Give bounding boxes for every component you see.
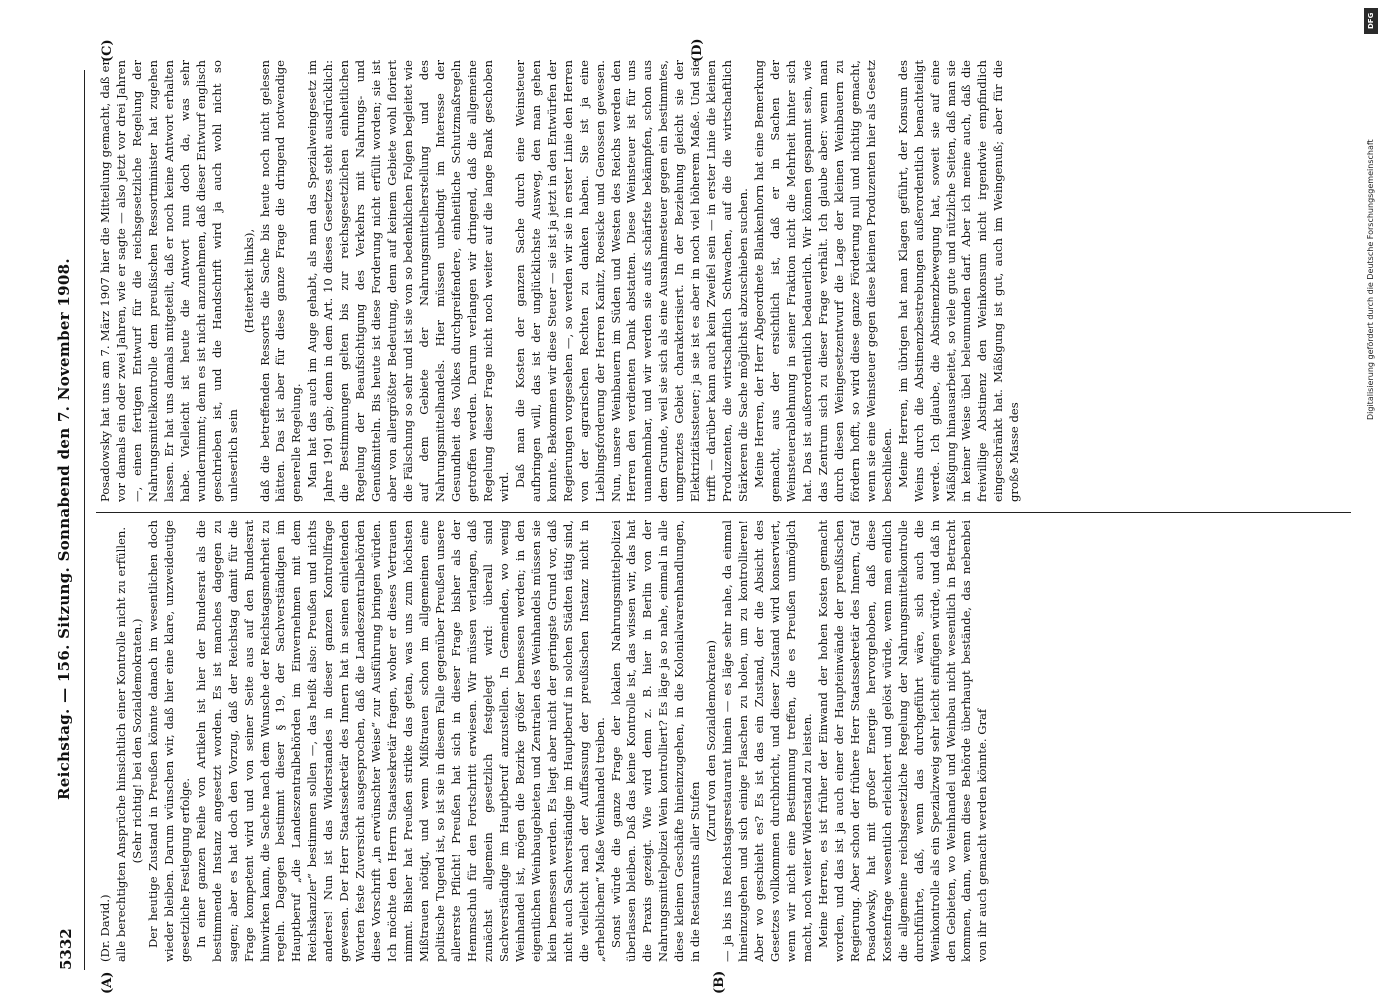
interjection: (Sehr richtig! bei den Sozialdemokraten.) — [129, 618, 144, 864]
page-number: 5332 — [57, 928, 75, 970]
paragraph: Der heutige Zustand in Preußen könnte danach im wesentlichen doch wieder bleiben. Darum wünschen wir, daß hier eine klare, unzweideutige gesetzliche Festlegung erfolge. — [145, 520, 192, 962]
paragraph: — ja bis ins Reichstagsrestaurant hinein — es läge sehr nahe, da einmal hineinzugehen und sich einige Flaschen zu holen, um zu kontrollieren! Aber wo geschieht es? Es ist das ein Zustand, der die Absicht des Gesetzes vollkommen durchbricht, und dieser Zustand wird konserviert, wenn wir nicht eine Bestimmung treffen, die es Preußen unmöglich macht, noch weiter Widerstand zu leisten. — [720, 520, 814, 962]
digitization-credit: Digitalisierung gefördert durch die Deutsche Forschungsgemeinschaft — [1366, 139, 1375, 420]
page-header — [55, 70, 81, 970]
right-column — [98, 60, 1356, 502]
interjection: (Heiterkeit links), — [241, 228, 256, 334]
paragraph: Man hat das auch im Auge gehabt, als man das Spezialweingesetz im Jahre 1901 gab; denn in dem Art. 10 dieses Gesetzes steht ausdrücklich: die Bestimmungen gelten bis zur reichsgesetzlichen einheitlichen Regelung der Beaufsichtigung des Verkehrs mit Nahrungs- und Genußmitteln. Bis heute ist diese Forderung nicht erfüllt worden; sie ist aber von allergrößter Bedeutung, denn auf keinem Gebiete wohl floriert die Fälschung so sehr und ist sie von so bedenklichen Folgen begleitet wie auf dem Gebiete der Nahrungsmittelherstellung und des Nahrungsmittelhandels. Hier müssen unbedingt im Interesse der Gesundheit des Volkes durchgreifendere, einheitliche Schutzmaßregeln getroffen werden. Darum verlangen wir dringend, daß die allgemeine Regelung dieser Frage nicht noch weiter auf die lange Bank geschoben wird. — [305, 60, 511, 502]
dfg-logo: DFG — [1364, 8, 1378, 34]
paragraph: Meine Herren, der Herr Abgeordnete Blankenhorn hat eine Bemerkung gemacht, aus der ersichtlich ist, daß er in Sachen der Weinsteuerablehnung in seiner Fraktion nicht die Mehrheit hinter sich hat. Das ist außerordentlich bedauerlich. Wir können gespannt sein, wie das Zentrum sich zu dieser Frage verhält. Ich glaube aber: wenn man durch diesen Weingesetzentwurf die Lage der kleinen Weinbauern zu fördern hofft, so wird diese ganze Förderung null und nichtig gemacht, wenn sie eine Weinsteuer gegen diese kleinen Produzenten hier als Gesetz beschließen. — [752, 60, 894, 502]
paragraph: Sonst würde die ganze Frage der lokalen Nahrungsmittelpolizei überlassen bleiben. Daß das keine Kontrolle ist, das wissen wir, das hat die Praxis gezeigt. Wie wird denn z. B. hier in Berlin von der Nahrungsmittelpolizei Wein kontrolliert? Es läge ja so nahe, einmal in alle diese kleinen Geschäfte hineinzugehen, in die Kolonialwarenhandlungen, in die Restaurants aller Stufen — [608, 520, 703, 962]
speaker-label: (Dr. David.) — [98, 894, 112, 962]
margin-marker-b: (B) — [712, 970, 727, 994]
paragraph: alle berechtigten Ansprüche hinsichtlich einer Kontrolle nicht zu erfüllen. — [113, 526, 128, 962]
paragraph: daß die betreffenden Ressorts die Sache bis heute noch nicht gelesen hätten. Das ist aber für diese ganze Frage die dringend notwendige generelle Regelung. — [257, 60, 304, 502]
paragraph: Posadowsky hat uns am 7. März 1907 hier die Mitteilung gemacht, daß er vor damals ein oder zwei Jahren, wie er sagte — also jetzt vor drei Jahren —, einen fertigen Entwurf für die reichsgesetzliche Regelung der Nahrungsmittelkontrolle dem preußischen Ressortminister hat zugehen lassen. Er hat uns damals mitgeteilt, daß er noch keine Antwort erhalten habe. Vielleicht ist heute die Antwort nun doch da, was sehr wundernimmt; denn es ist nicht anzunehmen, daß dieser Entwurf englisch geschrieben ist, und die Handschrift wird ja auch wohl nicht so unleserlich sein — [98, 60, 240, 502]
margin-marker-c: (C) — [100, 39, 115, 62]
paragraph: Daß man die Kosten der ganzen Sache durch eine Weinsteuer aufbringen will, das ist der unglücklichste Ausweg, den man gehen konnte. Bekommen wir diese Steuer — sie ist ja jetzt in den Entwürfen der Regierungen vorgesehen —, so werden wir sie in erster Linie den Herren von der agrarischen Rechten zu danken haben. Sie ist ja eine Lieblingsforderung der Herren Kanitz, Roesicke und Genossen gewesen. Nun, unsere Weinbauern im Süden und Westen des Reichs werden den Herren den verdienten Dank abstatten. Diese Weinsteuer ist für uns unannehmbar, und wir werden sie aufs schärfste bekämpfen, schon aus dem Grunde, weil sie sich als eine Ausnahmesteuer gegen ein bestimmtes, umgrenztes Gebiet charakterisiert. In der Beziehung gleicht sie der Elektrizitätssteuer; ja sie ist es aber in noch viel höherem Maße. Und sie trifft — darüber kann auch kein Zweifel sein — in erster Linie die kleinen Produzenten, die wirtschaftlich Schwachen, auf die die wirtschaftlich Stärkeren die Sache möglichst abzuschieben suchen. — [512, 60, 751, 502]
interjection: (Zuruf von den Sozialdemokraten) — [704, 640, 719, 842]
paragraph: Meine Herren, es ist früher der Einwand der hohen Kosten gemacht worden, und das ist ja auch einer der Haupteinwände der preußischen Regierung. Aber schon der frühere Herr Staatssekretär des Innern, Graf Posadowsky, hat mit großer Energie hervorgehoben, daß diese Kostenfrage wesentlich erleichtert und gelöst würde, wenn man endlich die allgemeine reichsgesetzliche Regelung der Nahrungsmittelkontrolle durchführte, daß, wenn das durchgeführt wäre, sich auch die Weinkontrolle als ein Spezialzweig sehr leicht einfügen würde, und daß in den Gebieten, wo Weinhandel und Weinbau nicht wesentlich in Betracht kommen, dann, wenn diese Behörde überhaupt bestände, das nebenbei von ihr auch gemacht werden könnte. Graf — [815, 520, 990, 962]
page-title: Reichstag. — 156. Sitzung. Sonnabend den 7. November 1908. — [55, 258, 73, 800]
margin-marker-d: (D) — [690, 38, 705, 62]
left-column — [98, 520, 1356, 962]
column-divider — [96, 512, 1351, 513]
paragraph: In einer ganzen Reihe von Artikeln ist hier der Bundesrat als die bestimmende Instanz angesetzt worden. Es ist manches dagegen zu sagen; aber es hat doch den Vorzug, daß der Reichstag damit für die Frage kompetent wird und von seiner Seite aus auf den Bundesrat hinwirken kann, die Sache nach dem Wunsche der Reichstagsmehrheit zu regeln. Dagegen bestimmt dieser § 19, der Sachverständigen im Hauptberuf „die Landeszentralbehörden im Einvernehmen mit dem Reichskanzler“ bestimmen sollen —, das heißt also: Preußen und nichts anderes! Nun ist das Widerstandes in dieser ganzen Kontrollfrage gewesen. Der Herr Staatssekretär des Innern hat in seinen einleitenden Worten feste Zuversicht ausgesprochen, daß die Landeszentralbehörden diese Vorschrift „in erwünschter Weise“ zur Ausführung bringen würden. Ich möchte den Herrn Staatssekretär fragen, woher er dieses Vertrauen nimmt. Bisher hat Preußen strikte das getan, was uns zum höchsten Mißtrauen nötigt, und wenn Mißtrauen schon im allgemeinen eine politische Tugend ist, so ist sie in diesem Falle gegenüber Preußen unsere allererste Pflicht! Preußen hat sich in dieser Frage bisher als der Hemmschuh für den Fortschritt erwiesen. Wir müssen verlangen, daß zunächst allgemein gesetzlich festgelegt wird: überall sind Sachverständige im Hauptberuf anzustellen. In Gemeinden, wo wenig Weinhandel ist, mögen die Bezirke größer bemessen werden; in den eigentlichen Weinbaugebieten und Zentralen des Weinhandels müssen sie klein bemessen werden. Es liegt aber nicht der geringste Grund vor, daß nicht auch Sachverständige im Hauptberuf in solchen Städten tätig sind, die vielleicht nach der Auffassung der preußischen Instanz nicht in „erheblichem“ Maße Weinhandel treiben. — [193, 520, 607, 962]
header-rule — [84, 70, 85, 970]
paragraph: Meine Herren, im übrigen hat man Klagen geführt, der Konsum des Weins durch die Abstinenzbestrebungen außerordentlich benachteiligt werde. Ich glaube, die Abstinenzbewegung hat, soweit sie auf eine Mäßigung hinausarbeitet, so viele gute und nützliche Seiten, daß man sie in keiner Weise übel beleumunden darf. Aber ich meine auch, daß die freiwillige Abstinenz den Weinkonsum nicht irgendwie empfindlich eingeschränkt hat. Mäßigung ist gut, auch im Weingenuß; aber für die große Masse des — [895, 60, 1022, 502]
margin-marker-a: (A) — [100, 971, 115, 994]
